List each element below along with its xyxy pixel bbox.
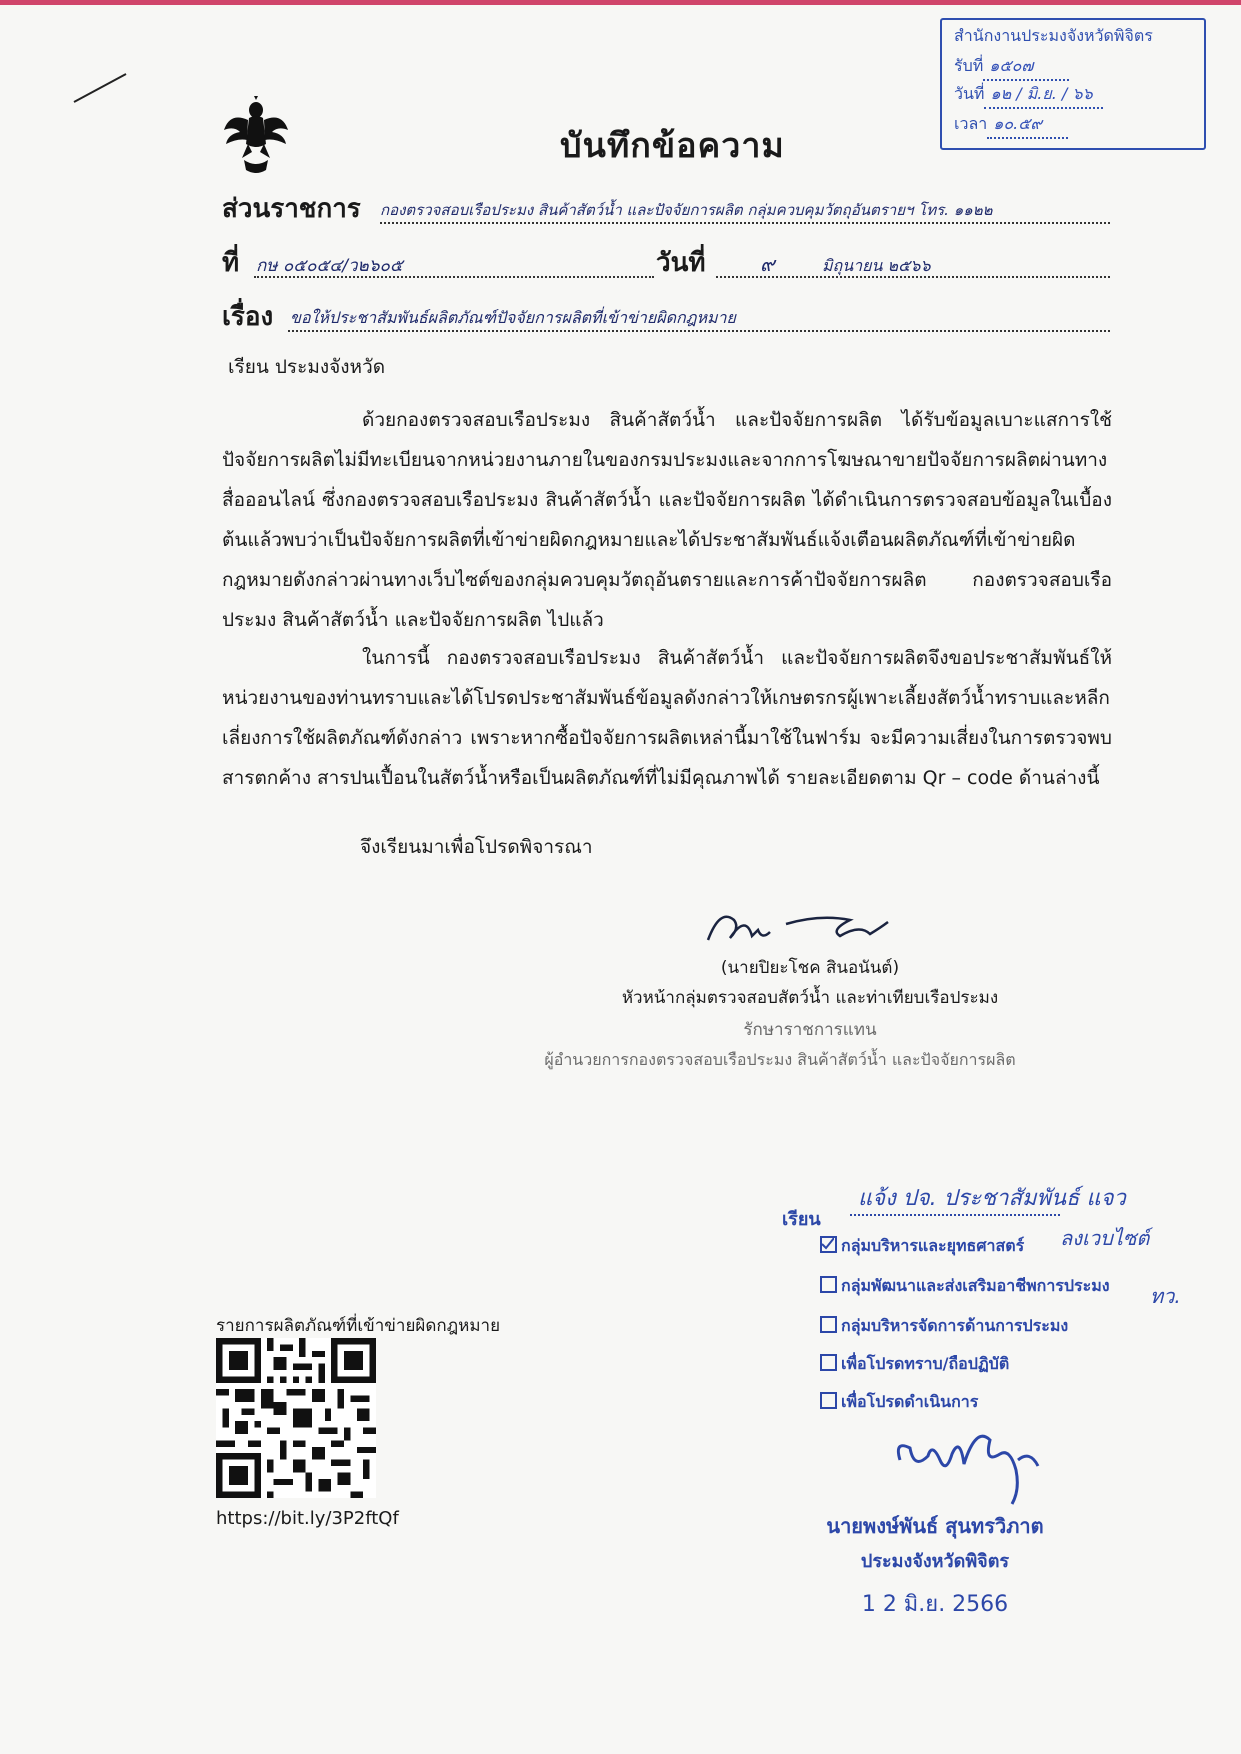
routing-option-2 — [820, 1274, 1110, 1299]
paragraph-1 — [222, 400, 1112, 640]
paragraph-1-text: ด้วยกองตรวจสอบเรือประมง สินค้าสัตว์น้ำ และปัจจัยการผลิต ได้รับข้อมูลเบาะแสการใช้ปัจจัยการผลิตไม่มีทะเบียนจากหน่วยงานภายในของกรมประมงและจากการโฆษณาขายปัจจัยการผลิตผ่านทางสื่อออนไลน์ ซึ่งกองตรวจสอบเรือประมง สินค้าสัตว์น้ำ และปัจจัยการผลิต ได้ดำเนินการตรวจสอบข้อมูลในเบื้องต้นแล้วพบว่าเป็นปัจจัยการผลิตที่เข้าข่ายผิดกฎหมายและได้ประชาสัมพันธ์แจ้งเตือนผลิตภัณฑ์ที่เข้าข่ายผิดกฎหมายดังกล่าวผ่านทางเว็บไซต์ของกลุ่มควบคุมวัตถุอันตรายและการค้าปัจจัยการผลิต กองตรวจสอบเรือประมง สินค้าสัตว์น้ำ และปัจจัยการผลิต ไปแล้ว — [222, 409, 1112, 631]
garuda-emblem-icon — [222, 96, 290, 176]
routing-option-1 — [820, 1234, 1024, 1259]
routing-handwritten-line-2: ลงเวบไซต์ — [1060, 1226, 1150, 1250]
subject-label: เรื่อง — [222, 302, 274, 332]
routing-option-label: กลุ่มพัฒนาและส่งเสริมอาชีพการประมง — [841, 1276, 1110, 1295]
routing-option-4 — [820, 1352, 1009, 1377]
stamp-received-label: รับที่ — [954, 56, 984, 75]
checkbox-icon — [820, 1392, 837, 1409]
date-label: วันที่ — [656, 248, 706, 278]
subject-value: ขอให้ประชาสัมพันธ์ผลิตภัณฑ์ปัจจัยการผลิตที่เข้าข่ายผิดกฎหมาย — [290, 308, 736, 327]
qr-label: รายการผลิตภัณฑ์ที่เข้าข่ายผิดกฎหมาย — [216, 1316, 501, 1336]
date-day: ๙ — [760, 252, 775, 276]
stamp-time-value: ๑๐.๕๙ — [993, 114, 1043, 133]
routing-handwritten-mark: ทว. — [1150, 1284, 1181, 1308]
pen-stroke-mark — [70, 68, 130, 108]
subject-dotline — [288, 330, 1110, 332]
signature-1-image — [700, 900, 900, 956]
stamp-time-label: เวลา — [954, 114, 988, 133]
memo-title: บันทึกข้อความ — [560, 126, 785, 166]
reference-value: กษ ๐๕๐๕๔/ว๒๖๐๕ — [256, 256, 403, 276]
routing-option-label: กลุ่มบริหารและยุทธศาสตร์ — [841, 1236, 1025, 1255]
qr-url: https://bit.ly/3P2ftQf — [216, 1508, 399, 1529]
top-border — [0, 0, 1241, 5]
routing-option-label: เพื่อโปรดทราบ/ถือปฏิบัติ — [841, 1354, 1010, 1373]
stamp-date-value: ๑๒ / มิ.ย. / ๖๖ — [990, 84, 1093, 103]
paragraph-2 — [222, 638, 1112, 798]
signer-1-name: (นายปิยะโชค สินอนันต์) — [720, 958, 900, 978]
department-label: ส่วนราชการ — [222, 194, 361, 224]
stamp-date-label: วันที่ — [954, 84, 985, 103]
signer-2-date: 1 2 มิ.ย. 2566 — [861, 1592, 1009, 1617]
signer-1-acting-for: ผู้อำนวยการกองตรวจสอบเรือประมง สินค้าสัตว์น้ำ และปัจจัยการผลิต — [544, 1050, 1016, 1069]
salutation: เรียน ประมงจังหวัด — [228, 356, 386, 378]
routing-dotline — [850, 1214, 1060, 1216]
checkbox-icon — [820, 1354, 837, 1371]
reference-dotline — [254, 276, 654, 278]
checkbox-checked-icon — [820, 1236, 837, 1253]
qr-code-icon — [216, 1338, 376, 1498]
signer-1-acting: รักษาราชการแทน — [743, 1020, 877, 1040]
signer-2-position: ประมงจังหวัดพิจิตร — [860, 1551, 1010, 1572]
routing-to-label: เรียน — [782, 1209, 821, 1230]
date-dotline — [716, 276, 1110, 278]
received-stamp — [940, 18, 1206, 150]
routing-option-label: กลุ่มบริหารจัดการด้านการประมง — [841, 1316, 1069, 1335]
routing-option-label: เพื่อโปรดดำเนินการ — [841, 1392, 979, 1411]
department-value: กองตรวจสอบเรือประมง สินค้าสัตว์น้ำ และปัจจัยการผลิต กลุ่มควบคุมวัตถุอันตรายฯ โทร. ๑๑๒๒ — [380, 201, 993, 219]
signer-1-position: หัวหน้ากลุ่มตรวจสอบสัตว์น้ำ และท่าเทียบเรือประมง — [621, 988, 999, 1008]
routing-handwritten-line-1: แจ้ง ปจ. ประชาสัมพันธ์ แจว — [858, 1186, 1126, 1211]
stamp-agency: สำนักงานประมงจังหวัดพิจิตร — [954, 26, 1153, 45]
checkbox-icon — [820, 1276, 837, 1293]
signer-2-name: นายพงษ์พันธ์ สุนทรวิภาต — [826, 1514, 1044, 1538]
routing-option-3 — [820, 1314, 1068, 1339]
signature-2-image — [880, 1420, 1060, 1510]
checkbox-icon — [820, 1316, 837, 1333]
closing-line: จึงเรียนมาเพื่อโปรดพิจารณา — [360, 836, 593, 858]
stamp-received-number: ๑๕๐๗ — [989, 56, 1034, 75]
paragraph-2-text: ในการนี้ กองตรวจสอบเรือประมง สินค้าสัตว์น้ำ และปัจจัยการผลิตจึงขอประชาสัมพันธ์ให้หน่วยงานของท่านทราบและได้โปรดประชาสัมพันธ์ข้อมูลดังกล่าวให้เกษตรกรผู้เพาะเลี้ยงสัตว์น้ำทราบและหลีกเลี่ยงการใช้ผลิตภัณฑ์ดังกล่าว เพราะหากซื้อปัจจัยการผลิตเหล่านี้มาใช้ในฟาร์ม จะมีความเสี่ยงในการตรวจพบสารตกค้าง สารปนเปื้อนในสัตว์น้ำหรือเป็นผลิตภัณฑ์ที่ไม่มีคุณภาพได้ รายละเอียดตาม Qr – code ด้านล่างนี้ — [222, 647, 1112, 789]
date-month-year: มิถุนายน ๒๕๖๖ — [822, 256, 931, 275]
department-dotline — [380, 222, 1110, 224]
reference-label: ที่ — [222, 248, 240, 278]
routing-option-5 — [820, 1390, 978, 1415]
